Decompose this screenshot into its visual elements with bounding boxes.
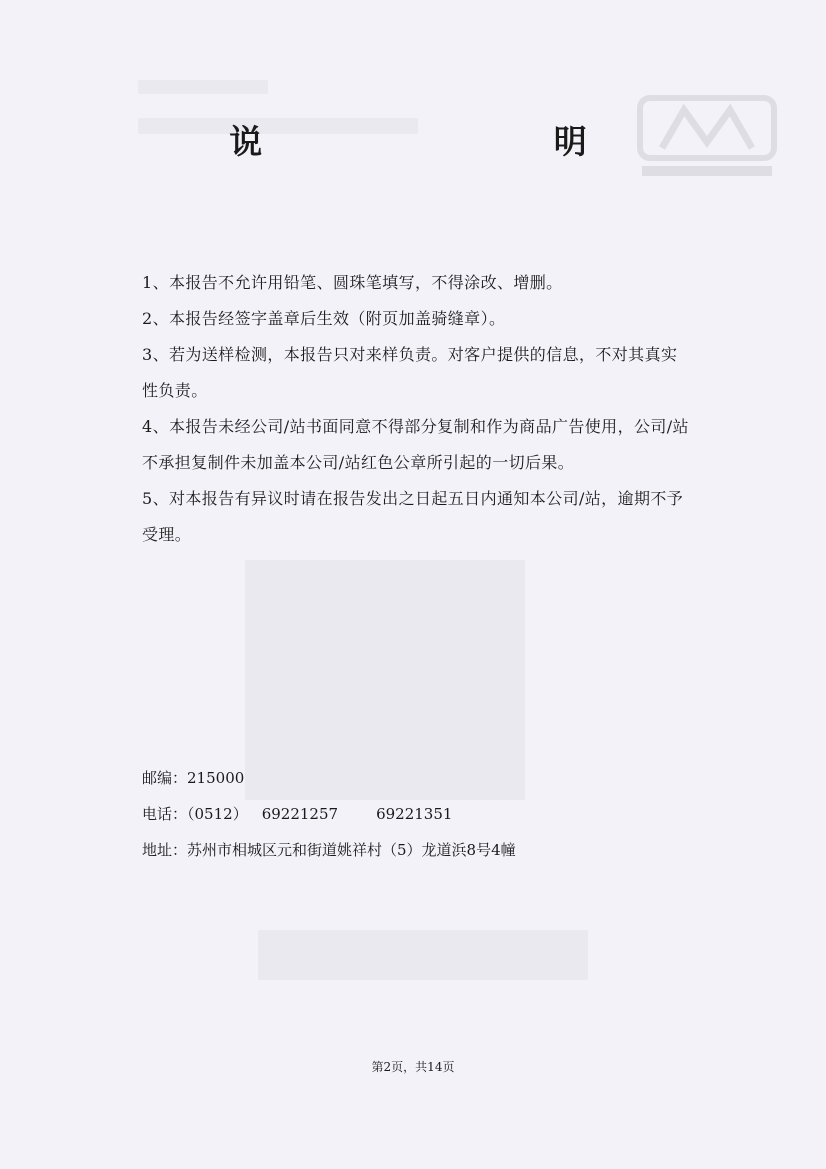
note-item: 5、对本报告有异议时请在报告发出之日起五日内通知本公司/站，逾期不予受理。 [142, 489, 684, 544]
note-item: 4、本报告未经公司/站书面同意不得部分复制和作为商品广告使用，公司/站不承担复制件未加盖本公司/站红色公章所引起的一切后果。 [142, 417, 689, 472]
postcode-value: 215000 [187, 769, 245, 787]
contact-block [142, 760, 702, 868]
address-value: 苏州市相城区元和街道姚祥村（5）龙道浜8号4幢 [187, 841, 516, 859]
postcode-row [142, 760, 702, 796]
phone-number-1: 69221257 [261, 805, 339, 823]
notes-list [142, 265, 690, 553]
address-label: 地址： [142, 841, 188, 859]
postcode-label: 邮编： [142, 769, 188, 787]
page-title: 说 明 [229, 122, 727, 161]
note-item: 2、本报告经签字盖章后生效（附页加盖骑缝章）。 [142, 309, 506, 328]
area-code: （0512） [187, 805, 248, 823]
page-number: 第2页，共14页 [371, 1060, 455, 1074]
note-item: 3、若为送样检测，本报告只对来样负责。对客户提供的信息，不对其真实性负责。 [142, 345, 678, 400]
phone-row [142, 796, 702, 832]
bleedthrough-mark [258, 930, 588, 980]
bleedthrough-mark [138, 80, 268, 94]
phone-label: 电话： [142, 805, 188, 823]
address-row [142, 832, 702, 868]
phone-number-2: 69221351 [376, 805, 453, 823]
note-item: 1、本报告不允许用铅笔、圆珠笔填写，不得涂改、增删。 [142, 273, 563, 292]
